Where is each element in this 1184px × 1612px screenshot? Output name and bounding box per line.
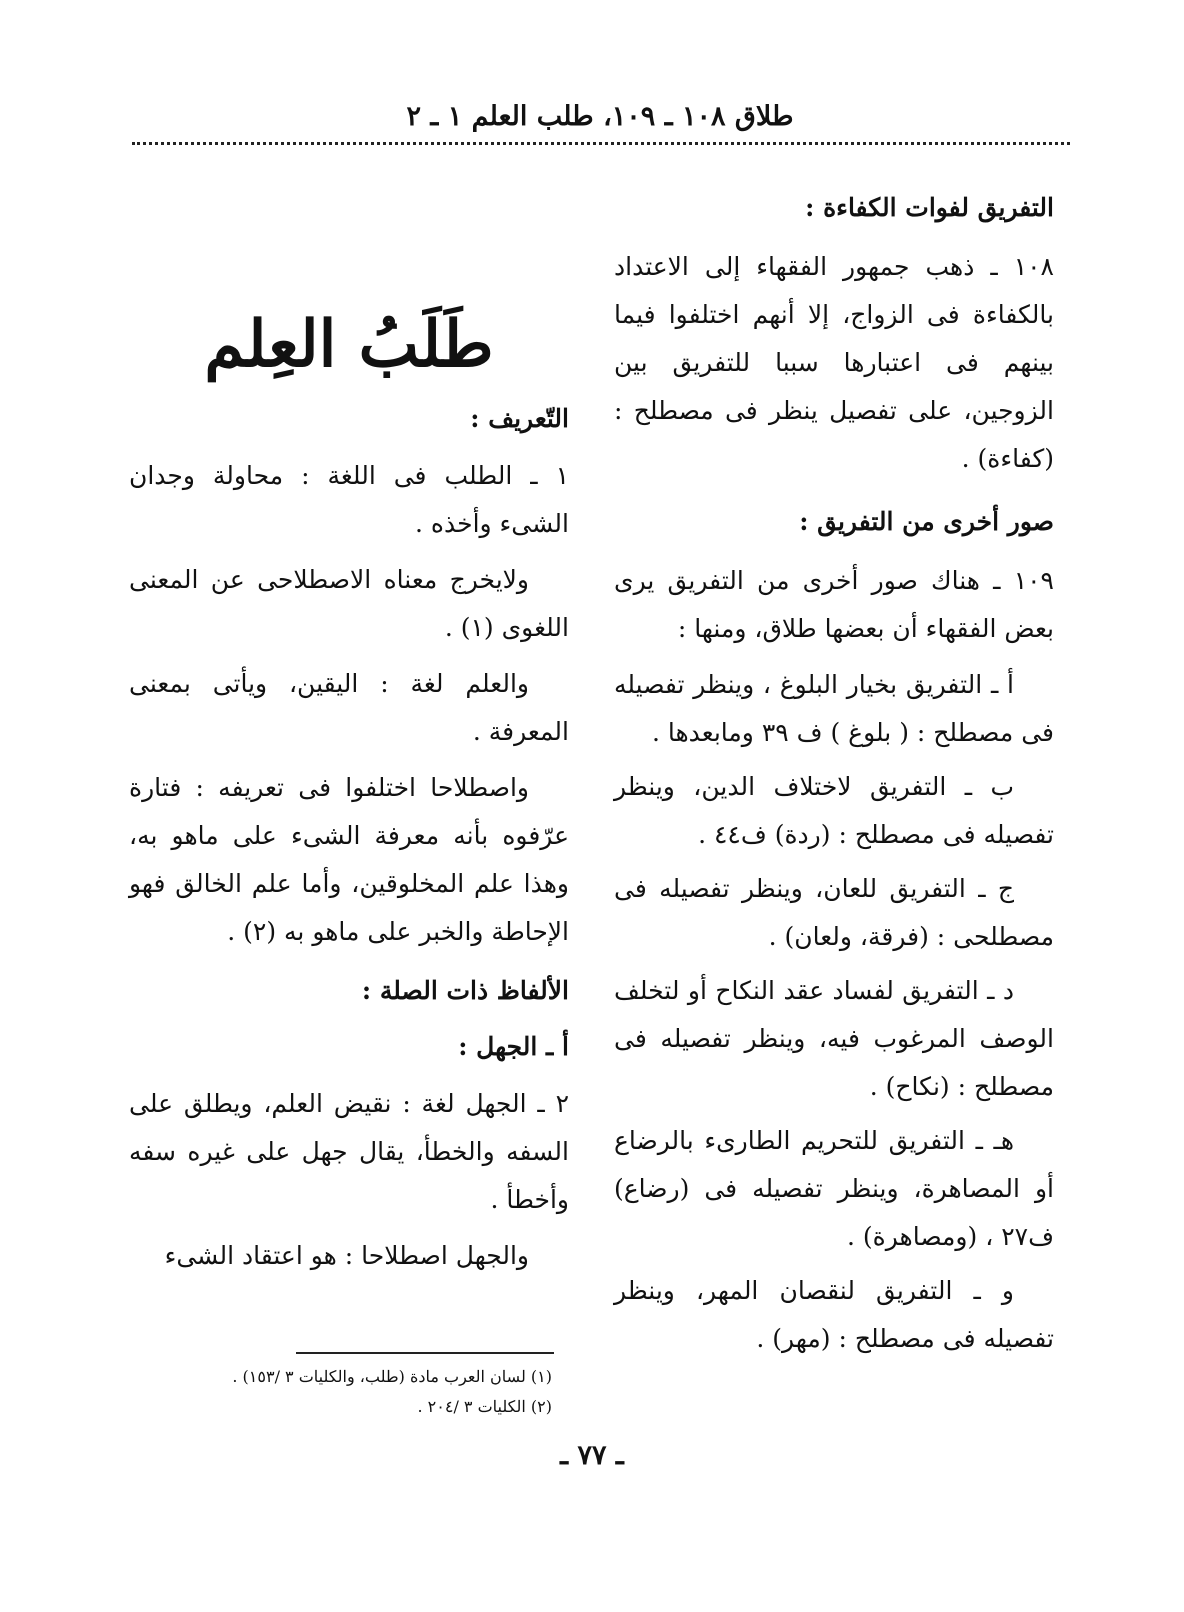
paragraph-109: ١٠٩ ـ هناك صور أخرى من التفريق يرى بعض الفقهاء أن بعضها طلاق، ومنها : bbox=[614, 566, 1054, 643]
heading-other-forms: صور أخرى من التفريق : bbox=[799, 507, 1054, 536]
item-w: و ـ التفريق لنقصان المهر، وينظر تفصيله فى مصطلح : (مهر) . bbox=[614, 1276, 1054, 1353]
footnote-rule bbox=[296, 1352, 554, 1354]
item-c: ج ـ التفريق للعان، وينظر تفصيله فى مصطلحى : (فرقة، ولعان) . bbox=[614, 874, 1054, 951]
item-h: هـ ـ التفريق للتحريم الطارىء بالرضاع أو المصاهرة، وينظر تفصيله فى (رضاع) ف٢٧ ، (ومصاهرة) . bbox=[614, 1126, 1054, 1251]
header-dotted-rule bbox=[132, 142, 1070, 145]
footnote-2: (٢) الكليات ٣ /٢٠٤ . bbox=[417, 1397, 552, 1416]
heading-kafaah: التفريق لفوات الكفاءة : bbox=[805, 193, 1054, 222]
paragraph-2: ٢ ـ الجهل لغة : نقيض العلم، ويطلق على السفه والخطأ، يقال جهل على غيره سفه وأخطأ . bbox=[129, 1089, 569, 1214]
running-head: طلاق ١٠٨ ـ ١٠٩، طلب العلم ١ ـ ٢ bbox=[406, 101, 794, 132]
heading-related-terms: الألفاظ ذات الصلة : bbox=[361, 976, 569, 1005]
paragraph-1d: واصطلاحا اختلفوا فى تعريفه : فتارة عرّفوه بأنه معرفة الشىء على ماهو به، وهذا علم المخلوقين، وأما علم الخالق فهو الإحاطة والخبر على ماهو به (٢) . bbox=[129, 773, 569, 946]
item-a: أ ـ التفريق بخيار البلوغ ، وينظر تفصيله فى مصطلح : ( بلوغ ) ف ٣٩ ومابعدها . bbox=[614, 670, 1054, 747]
item-b: ب ـ التفريق لاختلاف الدين، وينظر تفصيله فى مصطلح : (ردة) ف٤٤ . bbox=[614, 772, 1054, 849]
heading-definition: التّعريف : bbox=[470, 404, 569, 433]
footnotes bbox=[122, 1362, 552, 1422]
article-title: طَلَبُ العِلم bbox=[204, 307, 494, 382]
item-d: د ـ التفريق لفساد عقد النكاح أو لتخلف الوصف المرغوب فيه، وينظر تفصيله فى مصطلح : (نكاح) . bbox=[614, 976, 1054, 1101]
paragraph-1: ١ ـ الطلب فى اللغة : محاولة وجدان الشىء وأخذه . bbox=[129, 461, 569, 538]
paragraph-2b: والجهل اصطلاحا : هو اعتقاد الشىء bbox=[164, 1241, 529, 1270]
paragraph-108: ١٠٨ ـ ذهب جمهور الفقهاء إلى الاعتداد بالكفاءة فى الزواج، إلا أنهم اختلفوا فيما بينهم فى اعتبارها سببا للتفريق بين الزوجين، على تفصيل ينظر فى مصطلح : (كفاءة) . bbox=[614, 252, 1054, 473]
paragraph-1b: ولايخرج معناه الاصطلاحى عن المعنى اللغوى (١) . bbox=[129, 565, 569, 642]
subheading-ignorance: أ ـ الجهل : bbox=[458, 1032, 569, 1061]
left-column bbox=[129, 185, 569, 1288]
right-column bbox=[614, 185, 1054, 1369]
paragraph-1c: والعلم لغة : اليقين، ويأتى بمعنى المعرفة . bbox=[129, 669, 569, 746]
page-number: ـ ٧٧ ـ bbox=[560, 1440, 624, 1471]
footnote-1: (١) لسان العرب مادة (طلب، والكليات ٣ /١٥٣) . bbox=[232, 1367, 552, 1386]
